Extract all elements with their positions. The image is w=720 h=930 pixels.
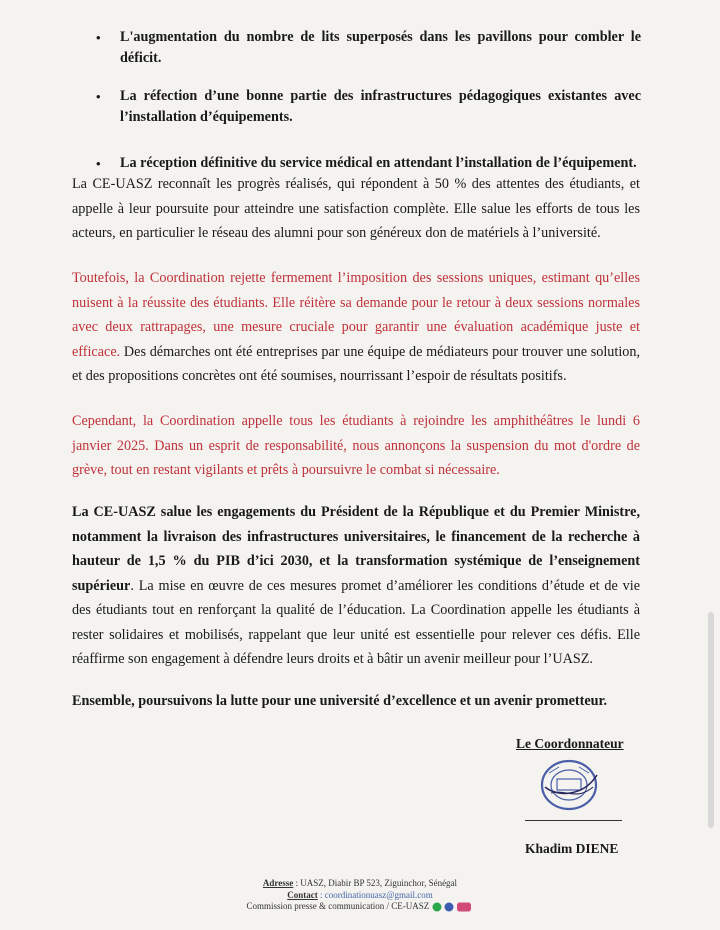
footer-commission: Commission presse & communication / CE-UASZ	[200, 901, 520, 913]
measures-list	[96, 27, 641, 174]
whatsapp-icon	[432, 902, 441, 911]
university-stamp-icon	[537, 757, 601, 813]
signature-title: Le Coordonnateur	[516, 736, 624, 751]
footer-address: Adresse : UASZ, Diabir BP 523, Ziguinchor, Sénégal	[262, 878, 458, 888]
paragraph-commitments-rest: . La mise en œuvre de ces mesures promet d’améliorer les conditions d’étude et de vie des étudiants tout en renforçant la qualité de l’éducation. La Coordination appelle les étudiants à rester solidaires et mobilisés, rappelant que leur unité est essentielle pour relever ces défis. Elle réaffirme son engagement à défendre leurs droits et à bâtir un avenir meilleur pour l’UASZ.	[72, 577, 640, 667]
footer-contact: Contact : coordinationuasz@gmail.com	[287, 889, 433, 900]
instagram-icon	[457, 902, 471, 911]
scrollbar[interactable]	[708, 612, 714, 828]
facebook-icon	[444, 902, 453, 911]
footer	[200, 878, 520, 913]
paragraph-progress: La CE-UASZ reconnaît les progrès réalisés, qui répondent à 50 % des attentes des étudiants, et appelle à leur poursuite pour atteindre une satisfaction complète. Elle salue les efforts de tous les acteurs, en particulier le réseau des alumni pour son généreux don de matériels à l’université.	[72, 176, 640, 241]
list-item: • L'augmentation du nombre de lits superposés dans les pavillons pour combler le déficit.	[96, 27, 641, 69]
paragraph-sessions	[72, 266, 640, 389]
paragraph-resumption: Cependant, la Coordination appelle tous les étudiants à rejoindre les amphithéâtres le lundi 6 janvier 2025. Dans un esprit de responsabilité, nous annonçons la suspension du mot d'ordre de grève, tout en restant vigilants et prêts à poursuivre le combat si nécessaire.	[72, 413, 640, 478]
closing-statement: Ensemble, poursuivons la lutte pour une université d’excellence et un avenir prometteur.	[72, 693, 608, 709]
paragraph-sessions-highlight: Toutefois, la Coordination rejette fermement l’imposition des sessions uniques, estimant qu’elles nuisent à la réussite des étudiants. Elle réitère sa demande pour le retour à deux sessions normales avec deux rattrapages, une mesure cruciale pour garantir une évaluation académique juste et efficace.	[72, 270, 640, 360]
list-item: • La réception définitive du service médical en attendant l’installation de l’équipement.	[96, 153, 641, 174]
list-item: • La réfection d’une bonne partie des infrastructures pédagogiques existantes avec l’installation d’équipements.	[96, 86, 641, 128]
signatory-name: Khadim DIENE	[525, 841, 619, 856]
paragraph-sessions-rest: Des démarches ont été entreprises par une équipe de médiateurs pour trouver une solution, et des propositions concrètes ont été soumises, nourrissant l’espoir de résultats positifs.	[72, 343, 640, 384]
paragraph-commitments-bold: La CE-UASZ salue les engagements du Président de la République et du Premier Ministre, notamment la livraison des infrastructures universitaires, le financement de la recherche à hauteur de 1,5 % du PIB d’ici 2030, et la transformation systémique de l’enseignement supérieur	[72, 504, 640, 594]
paragraph-commitments	[72, 500, 640, 672]
signature-line	[525, 820, 622, 821]
